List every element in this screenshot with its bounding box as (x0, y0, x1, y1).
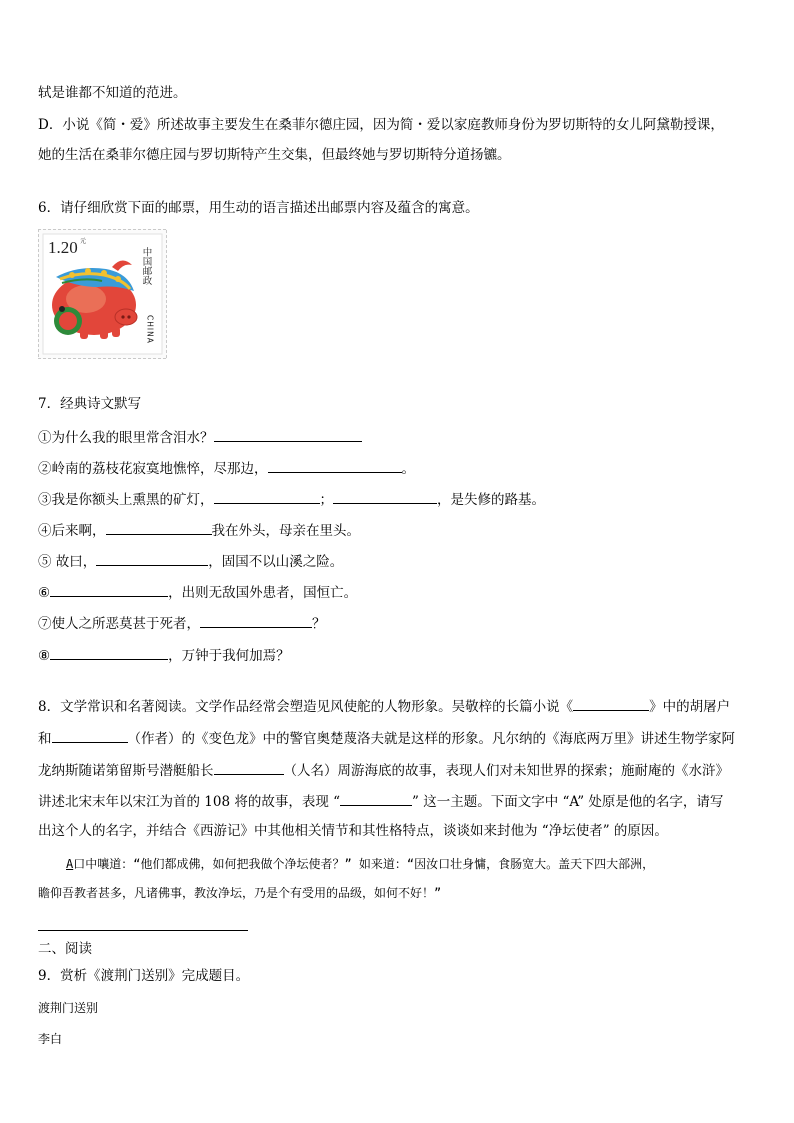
question-8-line-5: 出这个人的名字，并结合《西游记》中其他相关情节和其性格特点，谈谈如来封他为 “净坛使者” 的原因。 (38, 823, 668, 839)
excerpt-line-2: 瞻仰吾教者甚多，凡诸佛事，教汝净坛，乃是个有受用的品级，如何不好！” (38, 886, 442, 900)
question-text: 和 (38, 731, 52, 747)
answer-rule[interactable] (38, 930, 248, 931)
poem-recitation-3 (38, 489, 545, 509)
poem-text: ，是失修的路基。 (437, 492, 545, 508)
answer-blank[interactable] (340, 791, 412, 806)
poem-text: ②岭南的荔枝花寂寞地憔悴，尽那边， (38, 461, 268, 477)
answer-blank[interactable] (214, 427, 362, 442)
question-8-line-3 (38, 760, 729, 780)
poem-recitation-4 (38, 520, 360, 540)
question-text: （作者）的《变色龙》中的警官奥楚蔑洛夫就是这样的形象。凡尔纳的《海底两万里》讲述生物学家阿 (127, 731, 735, 747)
question-text: 龙纳斯随诺第留斯号潜艇船长 (38, 763, 214, 779)
poem-text: ，出则无敌国外患者，国恒亡。 (168, 585, 358, 601)
question-8-line-2 (38, 728, 735, 748)
poem-text: ③我是你额头上熏黑的矿灯， (38, 492, 214, 508)
answer-blank[interactable] (50, 645, 168, 660)
answer-blank[interactable] (96, 551, 208, 566)
question-text: ” 这一主题。下面文字中 “A” 处原是他的名字，请写 (412, 794, 724, 810)
text-line: D．小说《简・爱》所述故事主要发生在桑菲尔德庄园，因为简・爱以家庭教师身份为罗切斯特的女儿阿黛勒授课， (38, 117, 724, 133)
poem-text: 。 (401, 461, 415, 477)
answer-blank[interactable] (50, 582, 168, 597)
poem-recitation-7 (38, 613, 326, 633)
answer-blank[interactable] (214, 489, 320, 504)
stamp-unit: 元 (80, 238, 87, 245)
answer-blank[interactable] (200, 613, 312, 628)
answer-blank[interactable] (214, 760, 284, 775)
text-line: 轼是谁都不知道的范进。 (38, 85, 187, 101)
poem-author: 李白 (38, 1032, 63, 1046)
poem-text: ，固国不以山溪之险。 (208, 554, 344, 570)
poem-text: ④后来啊， (38, 523, 106, 539)
question-9: 9．赏析《渡荆门送别》完成题目。 (38, 968, 250, 984)
text-line: 她的生活在桑菲尔德庄园与罗切斯特产生交集，但最终她与罗切斯特分道扬镳。 (38, 147, 511, 163)
answer-blank[interactable] (106, 520, 212, 535)
stamp-issuer: 中国邮政 (140, 247, 152, 285)
poem-text: ⑤ 故曰， (38, 554, 97, 570)
stamp-denomination: 1.20 (48, 238, 78, 257)
poem-text: 我在外头，母亲在里头。 (211, 523, 360, 539)
poem-text: ？ (312, 616, 326, 632)
poem-recitation-6 (38, 582, 357, 602)
question-text: 讲述北宋末年以宋江为首的 108 将的故事，表现 “ (38, 794, 341, 810)
poem-title: 渡荆门送别 (38, 1001, 99, 1015)
excerpt-marker-a: A (66, 857, 74, 871)
poem-text: ； (319, 492, 333, 508)
poem-text: ，万钟于我何加焉？ (168, 648, 290, 664)
answer-blank[interactable] (52, 728, 128, 743)
section-2-heading: 二、阅读 (38, 941, 92, 957)
question-text: 8．文学常识和名著阅读。文学作品经常会塑造见风使舵的人物形象。吴敬梓的长篇小说《 (38, 699, 574, 715)
poem-text: ⑥ (38, 585, 51, 601)
answer-blank[interactable] (333, 489, 437, 504)
question-8-line-1 (38, 696, 730, 716)
poem-text: ⑧ (38, 648, 51, 664)
poem-recitation-8 (38, 645, 290, 665)
zodiac-pig-stamp (38, 229, 167, 359)
poem-recitation-2 (38, 458, 415, 478)
question-8-line-4 (38, 791, 723, 811)
question-text: （人名）周游海底的故事，表现人们对未知世界的探索；施耐庵的《水浒》 (283, 763, 729, 779)
question-6: 6．请仔细欣赏下面的邮票，用生动的语言描述出邮票内容及蕴含的寓意。 (38, 200, 479, 216)
answer-blank[interactable] (268, 458, 402, 473)
excerpt-text: 口中嚷道：“他们都成佛，如何把我做个净坛使者？” 如来道：“因汝口壮身慵，食肠宽大。盖天下四大部洲， (73, 857, 655, 871)
answer-blank[interactable] (573, 696, 649, 711)
stamp-country: CHINA (145, 315, 155, 344)
question-text: 》中的胡屠户 (649, 699, 731, 715)
poem-text: ①为什么我的眼里常含泪水？ (38, 430, 214, 446)
question-7-title: 7．经典诗文默写 (38, 396, 142, 412)
excerpt-line-1 (66, 855, 654, 873)
poem-recitation-5 (38, 551, 343, 571)
poem-text: ⑦使人之所恶莫甚于死者， (38, 616, 200, 632)
poem-recitation-1 (38, 427, 362, 447)
